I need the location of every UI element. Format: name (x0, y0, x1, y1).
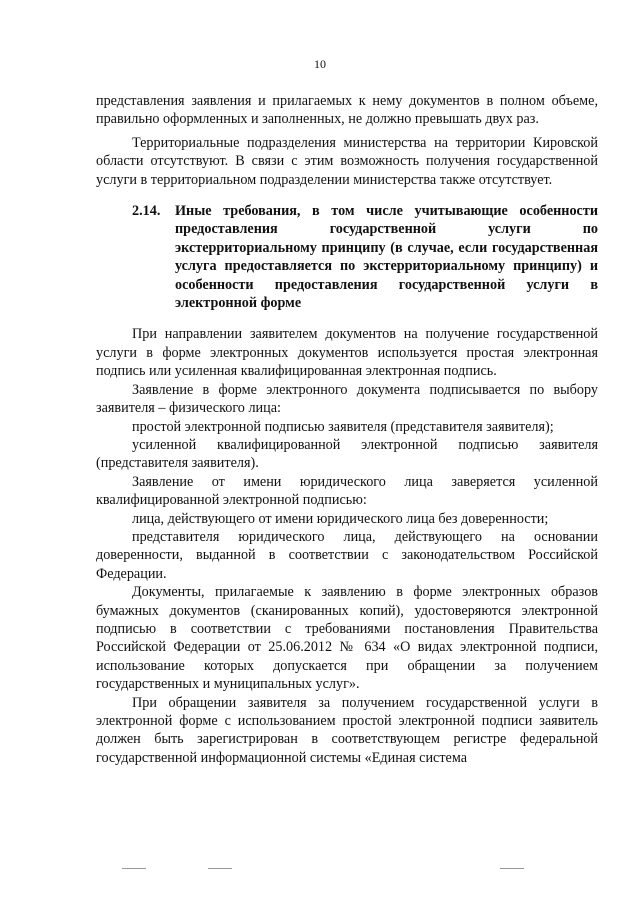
paragraph-representative: представителя юридического лица, действующего на основании доверенности, выданной в соответствии с законодательством Российской Федерации. (96, 528, 598, 582)
paragraph-registration: При обращении заявителя за получением государственной услуги в электронной форме с использованием простой электронной подписи заявитель должен быть зарегистрирован в соответствующем регистре федеральной государственной информационной системы «Единая система (96, 694, 598, 766)
section-number: 2.14. (132, 203, 161, 220)
paragraph-signature-types: При направлении заявителем документов на получение государственной услуги в форме электронных документов используется простая электронная подпись или усиленная квалифицированная электронная подпись. (96, 326, 598, 380)
scan-artifact (208, 868, 232, 869)
paragraph-without-proxy: лица, действующего от имени юридического лица без доверенности; (132, 510, 549, 527)
document-body (96, 92, 598, 767)
paragraph-continued: представления заявления и прилагаемых к нему документов в полном объеме, правильно оформленных и заполненных, не должно превышать двух раз. (96, 93, 598, 128)
paragraph-territorial: Территориальные подразделения министерства на территории Кировской области отсутствуют. В связи с этим возможность получения государственной услуги в территориальном подразделении министерства также отсутствует. (96, 134, 598, 188)
paragraph-individual-signing: Заявление в форме электронного документа подписывается по выбору заявителя – физического лица: (96, 381, 598, 417)
paragraph-simple-signature: простой электронной подписью заявителя (представителя заявителя); (132, 418, 554, 435)
section-heading (96, 202, 598, 312)
paragraph-attached-documents: Документы, прилагаемые к заявлению в форме электронных образов бумажных документов (сканированных копий), удостоверяются электронной подписью в соответствии с требованиями постановления Правительства Российской Федерации от 25.06.2012 № 634 «О видах электронной подписи, использование которых допускается при обращении за получением государственных и муниципальных услуг». (96, 584, 598, 693)
section-title: Иные требования, в том числе учитывающие особенности предоставления государственной услуги по экстерриториальному принципу (в случае, если государственная услуга предоставляется по экстерриториальному принципу) и особенности предоставления государственной услуги в электронной форме (175, 203, 598, 312)
paragraph-qualified-signature: усиленной квалифицированной электронной подписью заявителя (представителя заявителя). (96, 436, 598, 472)
paragraph-legal-entity: Заявление от имени юридического лица заверяется усиленной квалифицированной электронной подписью: (96, 473, 598, 509)
scan-artifact (500, 868, 524, 869)
scan-artifact (122, 868, 146, 869)
page-number: 10 (314, 57, 326, 71)
